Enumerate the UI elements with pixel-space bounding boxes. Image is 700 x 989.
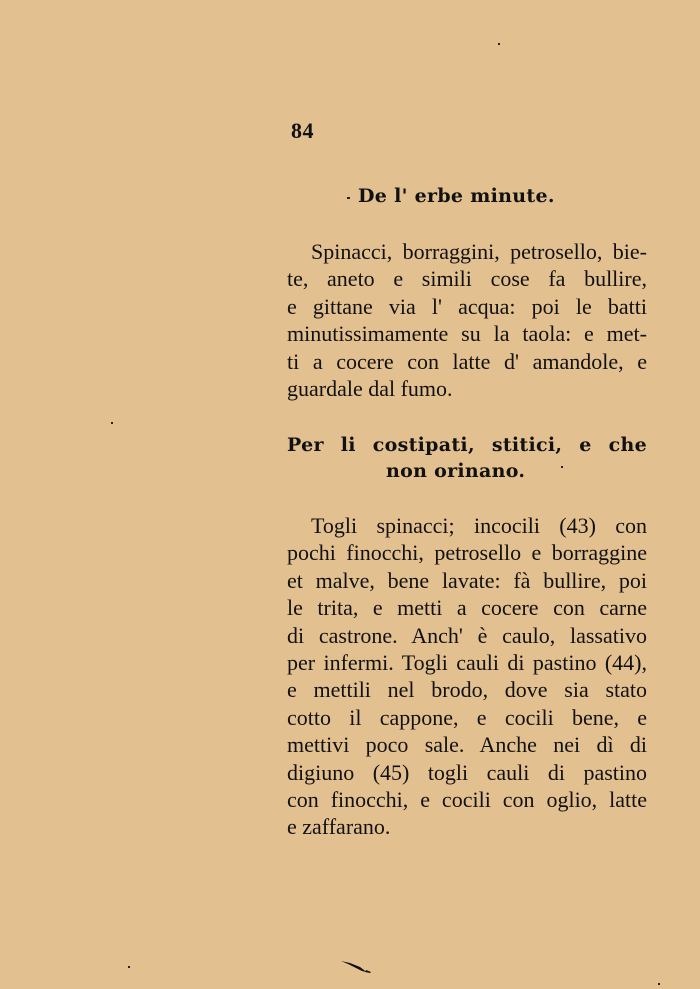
print-speck: [561, 466, 563, 468]
text-line: e mettili nel brodo, dove sia stato: [287, 677, 647, 703]
print-speck: [498, 43, 500, 45]
text-line: et malve, bene lavate: fà bullire, poi: [287, 567, 647, 593]
text-line: cotto il cappone, e cocili bene, e: [287, 704, 647, 730]
print-speck: [347, 197, 350, 199]
text-line: ti a cocere con latte d' amandole, e: [287, 348, 647, 374]
print-speck: [111, 422, 113, 424]
text-line: Togli spinacci; incocili (43) con: [311, 513, 647, 538]
text-line: mettivi poco sale. Anche nei dì di: [287, 732, 647, 758]
text-line: minutissimamente su la taola: e met-: [287, 321, 647, 347]
text-line: pochi finocchi, petrosello e borraggine: [287, 540, 647, 566]
footer-ornament-icon: [340, 958, 372, 974]
text-line: di castrone. Anch' è caulo, lassativo: [287, 622, 647, 648]
text-line: per infermi. Togli cauli di pastino (44),: [287, 649, 647, 675]
text-line: e gittane via l' acqua: poi le batti: [287, 293, 647, 319]
text-line: con finocchi, e cocili con oglio, latte: [287, 786, 647, 812]
text-line: te, aneto e simili cose fa bullire,: [287, 266, 647, 292]
text-line: Spinacci, borraggini, petrosello, bie-: [311, 239, 647, 264]
text-line: le trita, e metti a cocere con carne: [287, 595, 647, 621]
print-speck: [658, 983, 660, 985]
text-line: digiuno (45) togli cauli di pastino: [287, 759, 647, 785]
text-line: guardale dal fumo.: [287, 375, 453, 401]
recipe-title-costipati: Per li costipati, stitici, e che: [287, 434, 647, 456]
recipe-text-costipati: [287, 512, 647, 841]
recipe-text-erbe-minute: [287, 238, 647, 402]
recipe-title-costipati-continued: non orinano.: [386, 460, 526, 482]
recipe-title-erbe-minute: De l' erbe minute.: [358, 185, 555, 207]
text-line: e zaffarano.: [287, 814, 391, 840]
page-number: 84: [291, 118, 314, 143]
print-speck: [128, 966, 130, 968]
